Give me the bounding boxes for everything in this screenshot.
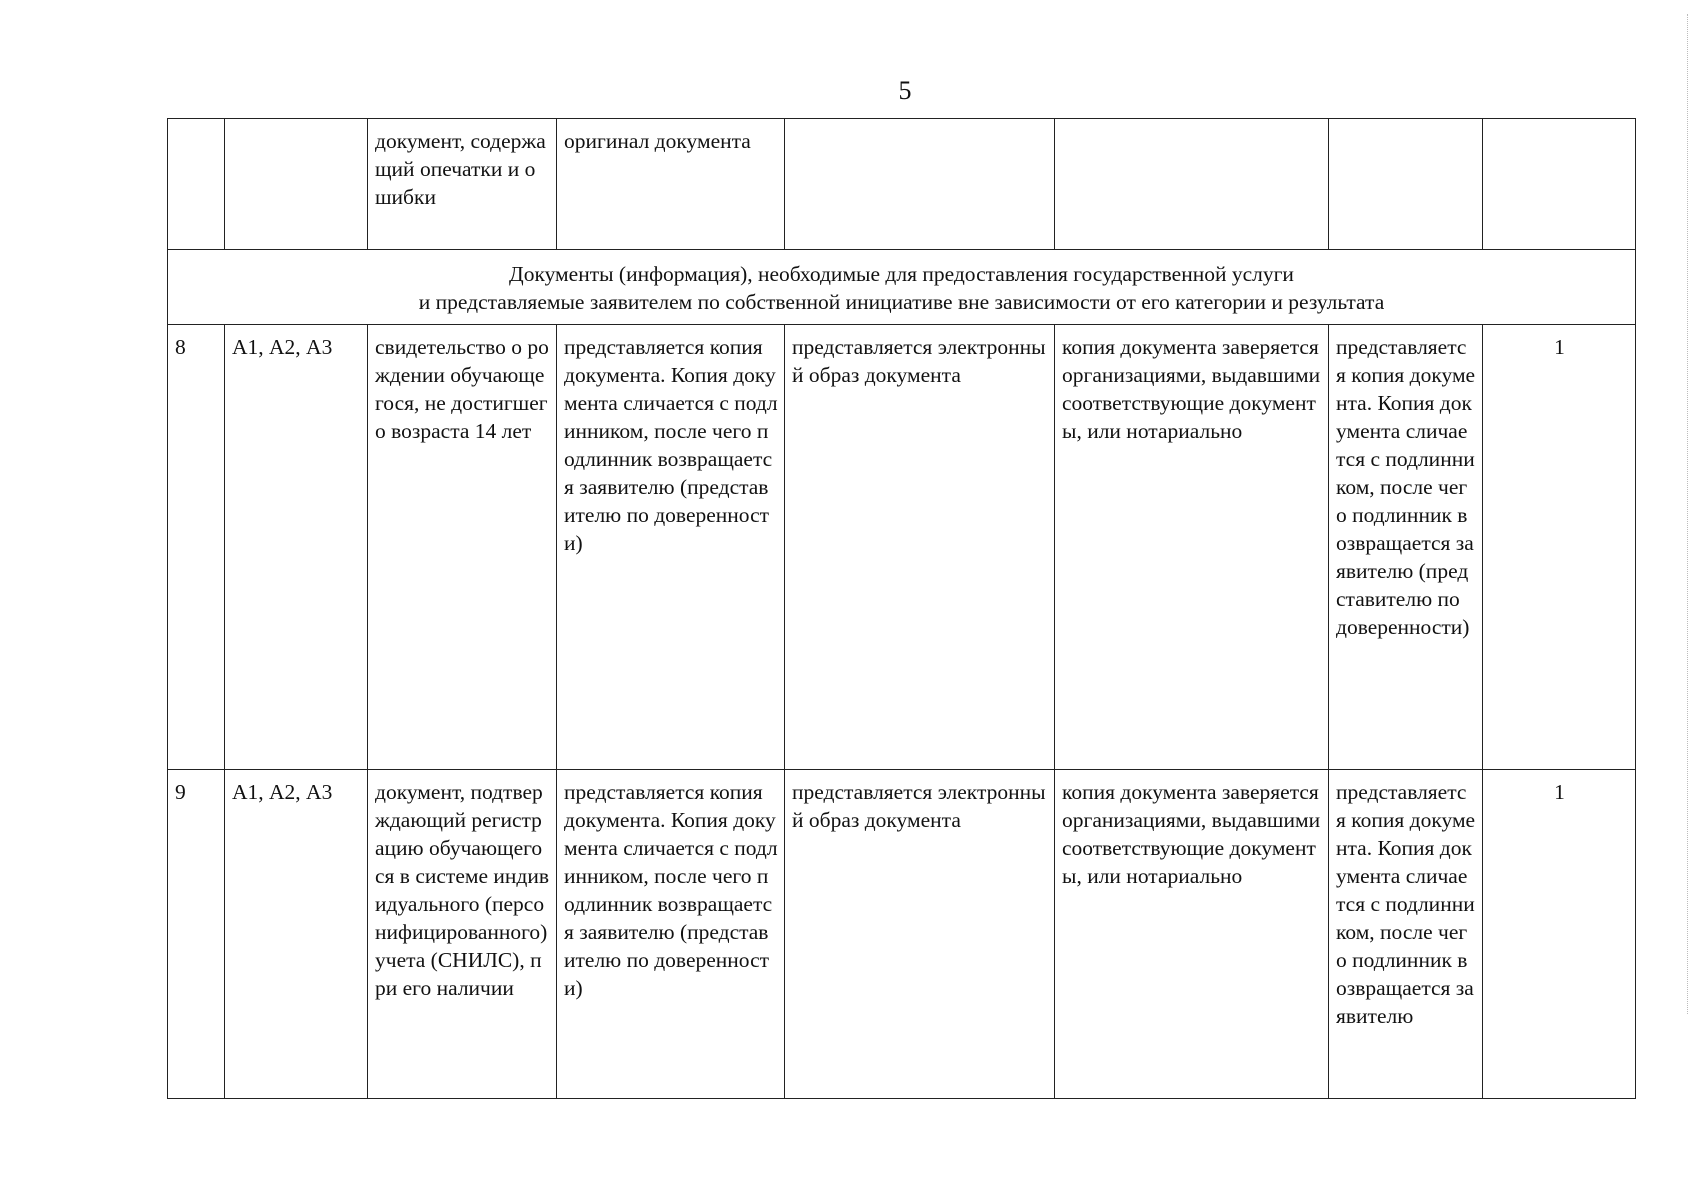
cell-number [168,119,225,250]
section-row [168,250,1636,325]
cell-paper-form: оригинал документа [557,119,785,250]
cell-category: А1, А2, А3 [225,770,368,1099]
cell-quantity: 1 [1483,770,1636,1099]
cell-paper-form: представляется копия документа. Копия документа сличается с подлинником, после чего подлинник возвращается заявителю (представителю по доверенности) [557,770,785,1099]
cell-quantity [1483,119,1636,250]
cell-document-name: документ, содержащий опечатки и ошибки [368,119,557,250]
table-row [168,770,1636,1099]
cell-certification: копия документа заверяется организациями, выдавшими соответствующие документы, или нотариально [1055,770,1329,1099]
cell-certification [1055,119,1329,250]
scan-edge [1667,14,1688,1014]
section-heading-line-1: Документы (информация), необходимые для предоставления государственной услуги [509,262,1294,286]
cell-category: А1, А2, А3 [225,325,368,770]
cell-quantity: 1 [1483,325,1636,770]
cell-electronic-form [785,119,1055,250]
section-heading-line-2: и представляемые заявителем по собственной инициативе вне зависимости от его категории и результата [418,290,1385,314]
table-row [168,325,1636,770]
cell-mfc-requirements: представляется копия документа. Копия документа сличается с подлинником, после чего подлинник возвращается заявителю (представителю по доверенности) [1329,325,1483,770]
cell-document-name: документ, подтверждающий регистрацию обучающегося в системе индивидуального (персонифицированного) учета (СНИЛС), при его наличии [368,770,557,1099]
cell-category [225,119,368,250]
cell-mfc-requirements: представляется копия документа. Копия документа сличается с подлинником, после чего подлинник возвращается заявителю [1329,770,1483,1099]
cell-document-name: свидетельство о рождении обучающегося, не достигшего возраста 14 лет [368,325,557,770]
cell-number: 8 [168,325,225,770]
section-heading [168,250,1636,325]
table-row [168,119,1636,250]
cell-number: 9 [168,770,225,1099]
cell-mfc-requirements [1329,119,1483,250]
documents-table [167,118,1636,1099]
page-number: 5 [898,76,912,105]
cell-paper-form: представляется копия документа. Копия документа сличается с подлинником, после чего подлинник возвращается заявителю (представителю по доверенности) [557,325,785,770]
cell-certification: копия документа заверяется организациями, выдавшими соответствующие документы, или нотариально [1055,325,1329,770]
cell-electronic-form: представляется электронный образ документа [785,770,1055,1099]
cell-electronic-form: представляется электронный образ документа [785,325,1055,770]
